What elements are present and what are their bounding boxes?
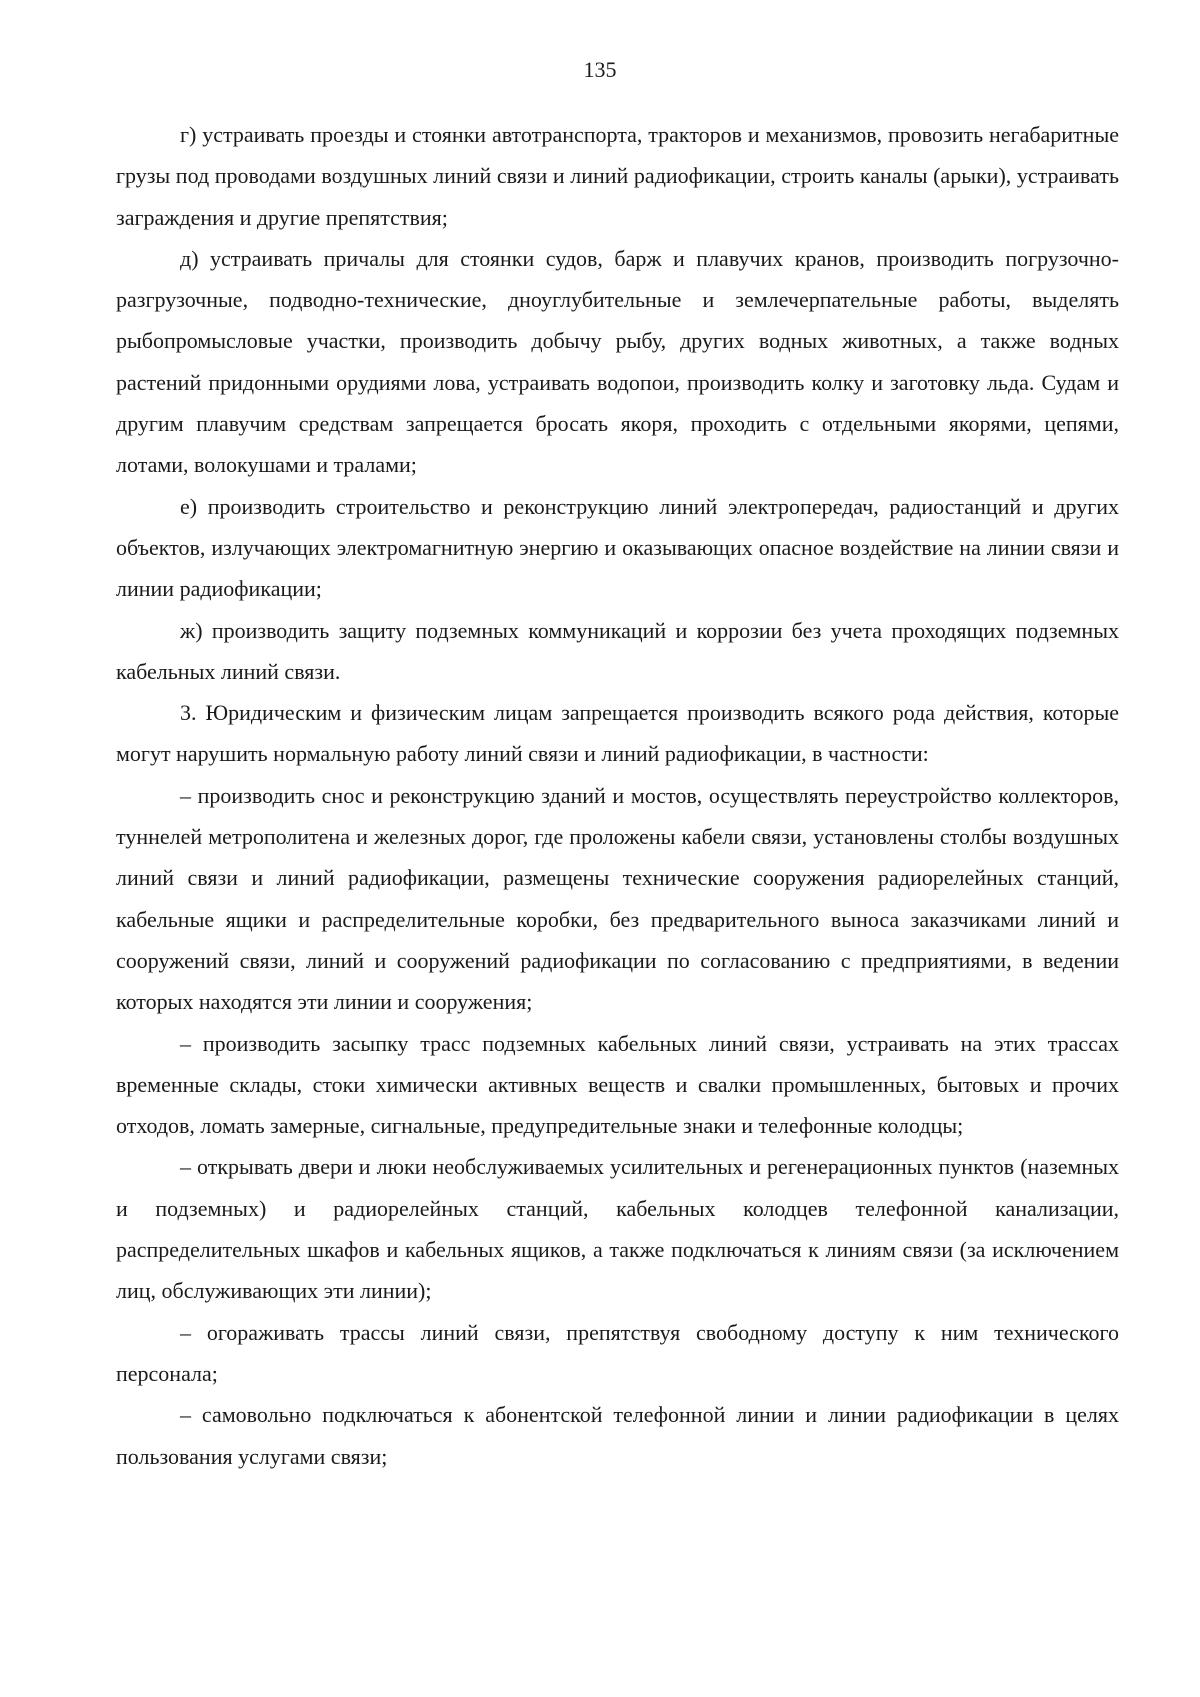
- paragraph-item-g: г) устраивать проезды и стоянки автотранспорта, тракторов и механизмов, провозить негабаритные грузы под проводами воздушных линий связи и линий радиофикации, строить каналы (арыки), устраивать заграждения и другие препятствия;: [116, 122, 1119, 230]
- document-body: [116, 114, 1119, 1477]
- page-number: 135: [583, 57, 617, 82]
- paragraph-bullet-open-doors: – открывать двери и люки необслуживаемых усилительных и регенерационных пунктов (наземных и подземных) и радиорелейных станций, кабельных колодцев телефонной канализации, распределительных шкафов и кабельных ящиков, а также подключаться к линиям связи (за исключением лиц, обслуживающих эти линии);: [116, 1154, 1119, 1304]
- paragraph-bullet-unauthorized-connection: – самовольно подключаться к абонентской телефонной линии и линии радиофикации в целях пользования услугами связи;: [116, 1402, 1119, 1469]
- paragraph-item-e: е) производить строительство и реконструкцию линий электропередач, радиостанций и других объектов, излучающих электромагнитную энергию и оказывающих опасное воздействие на линии связи и линии радиофикации;: [116, 493, 1119, 602]
- paragraph-section-3: 3. Юридическим и физическим лицам запрещается производить всякого рода действия, которые могут нарушить нормальную работу линий связи и линий радиофикации, в частности:: [116, 700, 1119, 767]
- paragraph-bullet-backfill: – производить засыпку трасс подземных кабельных линий связи, устраивать на этих трассах временные склады, стоки химически активных веществ и свалки промышленных, бытовых и прочих отходов, ломать замерные, сигнальные, предупредительные знаки и телефонные колодцы;: [116, 1030, 1119, 1139]
- paragraph-bullet-fencing: – огораживать трассы линий связи, препятствуя свободному доступу к ним технического персонала;: [116, 1319, 1119, 1386]
- paragraph-item-d: д) устраивать причалы для стоянки судов, барж и плавучих кранов, производить погрузочно-разгрузочные, подводно-технические, дноуглубительные и землечерпательные работы, выделять рыбопромысловые участки, производить добычу рыбу, других водных животных, а также водных растений придонными орудиями лова, устраивать водопои, производить колку и заготовку льда. Судам и другим плавучим средствам запрещается бросать якоря, проходить с отдельными якорями, цепями, лотами, волокушами и тралами;: [116, 245, 1119, 478]
- paragraph-bullet-demolition: – производить снос и реконструкцию зданий и мостов, осуществлять переустройство коллекторов, туннелей метрополитена и железных дорог, где проложены кабели связи, установлены столбы воздушных линий связи и линий радиофикации, размещены технические сооружения радиорелейных станций, кабельные ящики и распределительные коробки, без предварительного выноса заказчиками линий и сооружений связи, линий и сооружений радиофикации по согласованию с предприятиями, в ведении которых находятся эти линии и сооружения;: [116, 782, 1119, 1015]
- paragraph-item-zh: ж) производить защиту подземных коммуникаций и коррозии без учета проходящих подземных кабельных линий связи.: [116, 617, 1119, 684]
